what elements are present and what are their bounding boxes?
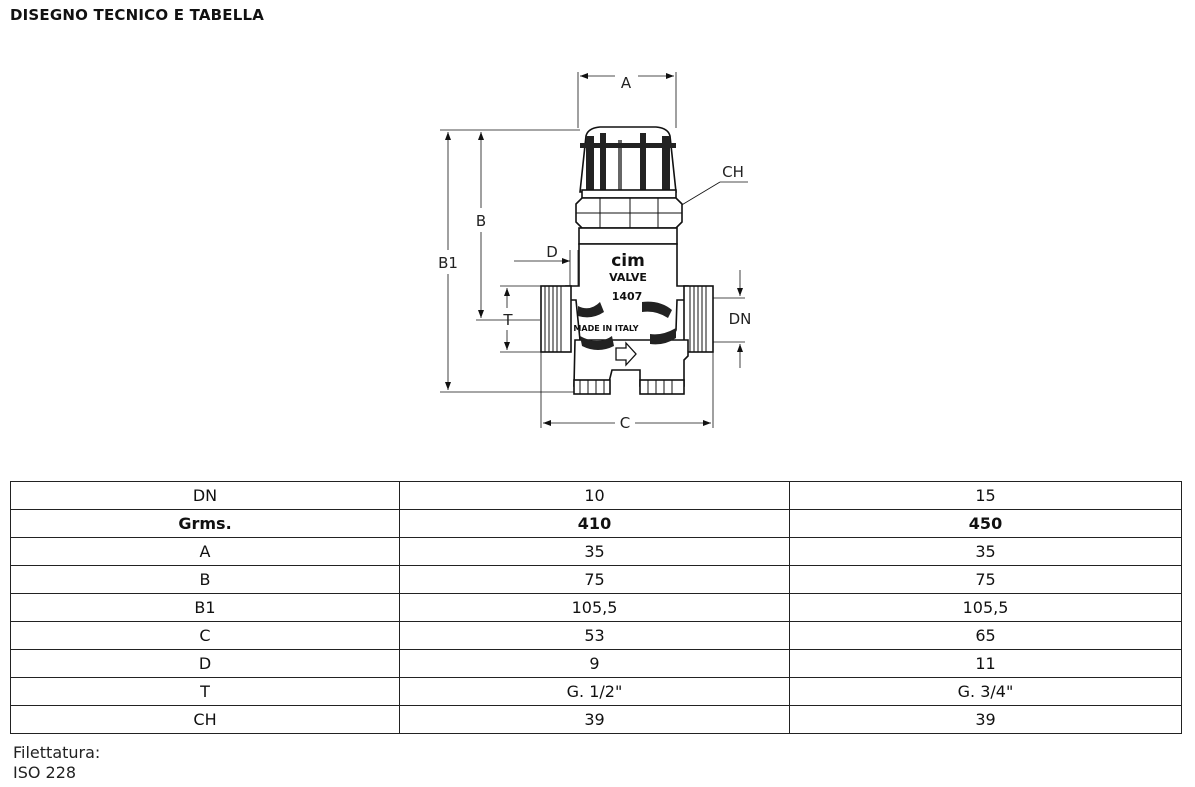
dim-label-d: D xyxy=(546,243,558,261)
dn10-value-cell: 410 xyxy=(400,510,790,538)
row-label-cell: A xyxy=(11,538,400,566)
dn15-value-cell: G. 3/4" xyxy=(790,678,1182,706)
dn15-value-cell: 35 xyxy=(790,538,1182,566)
row-label-cell: B1 xyxy=(11,594,400,622)
dim-label-a: A xyxy=(620,74,632,92)
dn15-value-cell: 105,5 xyxy=(790,594,1182,622)
dim-label-ch: CH xyxy=(722,163,744,181)
dimensions-table-body xyxy=(11,482,1182,734)
dn10-value-cell: 53 xyxy=(400,622,790,650)
valve-technical-drawing xyxy=(420,60,760,440)
table-row xyxy=(11,650,1182,678)
dn10-value-cell: G. 1/2" xyxy=(400,678,790,706)
marking-made-in: MADE IN ITALY xyxy=(573,324,639,333)
table-row xyxy=(11,622,1182,650)
dn10-value-cell: 105,5 xyxy=(400,594,790,622)
thread-note-standard: ISO 228 xyxy=(13,763,77,782)
dn15-value-cell: 450 xyxy=(790,510,1182,538)
dim-label-b: B xyxy=(475,212,487,230)
row-label-cell: DN xyxy=(11,482,400,510)
row-label-cell: C xyxy=(11,622,400,650)
dn10-value-cell: 75 xyxy=(400,566,790,594)
dn15-value-cell: 15 xyxy=(790,482,1182,510)
row-label-cell: CH xyxy=(11,706,400,734)
marking-valve: VALVE xyxy=(609,271,647,284)
row-label-cell: B xyxy=(11,566,400,594)
dim-label-dn: DN xyxy=(728,310,752,328)
brand-mark: cim xyxy=(611,251,645,271)
marking-model: 1407 xyxy=(611,290,643,303)
dn15-value-cell: 11 xyxy=(790,650,1182,678)
dn15-value-cell: 65 xyxy=(790,622,1182,650)
dn10-value-cell: 39 xyxy=(400,706,790,734)
thread-note xyxy=(13,743,100,783)
table-row xyxy=(11,538,1182,566)
table-row xyxy=(11,482,1182,510)
row-label-cell: D xyxy=(11,650,400,678)
page-title: DISEGNO TECNICO E TABELLA xyxy=(10,6,265,24)
dn10-value-cell: 35 xyxy=(400,538,790,566)
dim-label-c: C xyxy=(619,414,631,432)
row-label-cell: T xyxy=(11,678,400,706)
table-row xyxy=(11,678,1182,706)
dn15-value-cell: 39 xyxy=(790,706,1182,734)
table-row xyxy=(11,594,1182,622)
row-label-cell: Grms. xyxy=(11,510,400,538)
dn10-value-cell: 10 xyxy=(400,482,790,510)
thread-note-label: Filettatura: xyxy=(13,743,101,762)
dim-label-t: T xyxy=(503,311,513,329)
dimensions-table xyxy=(10,481,1182,734)
dn15-value-cell: 75 xyxy=(790,566,1182,594)
dim-label-b1: B1 xyxy=(438,254,458,272)
dn10-value-cell: 9 xyxy=(400,650,790,678)
table-row xyxy=(11,510,1182,538)
table-row xyxy=(11,706,1182,734)
valve-drawing-svg xyxy=(420,60,760,440)
table-row xyxy=(11,566,1182,594)
